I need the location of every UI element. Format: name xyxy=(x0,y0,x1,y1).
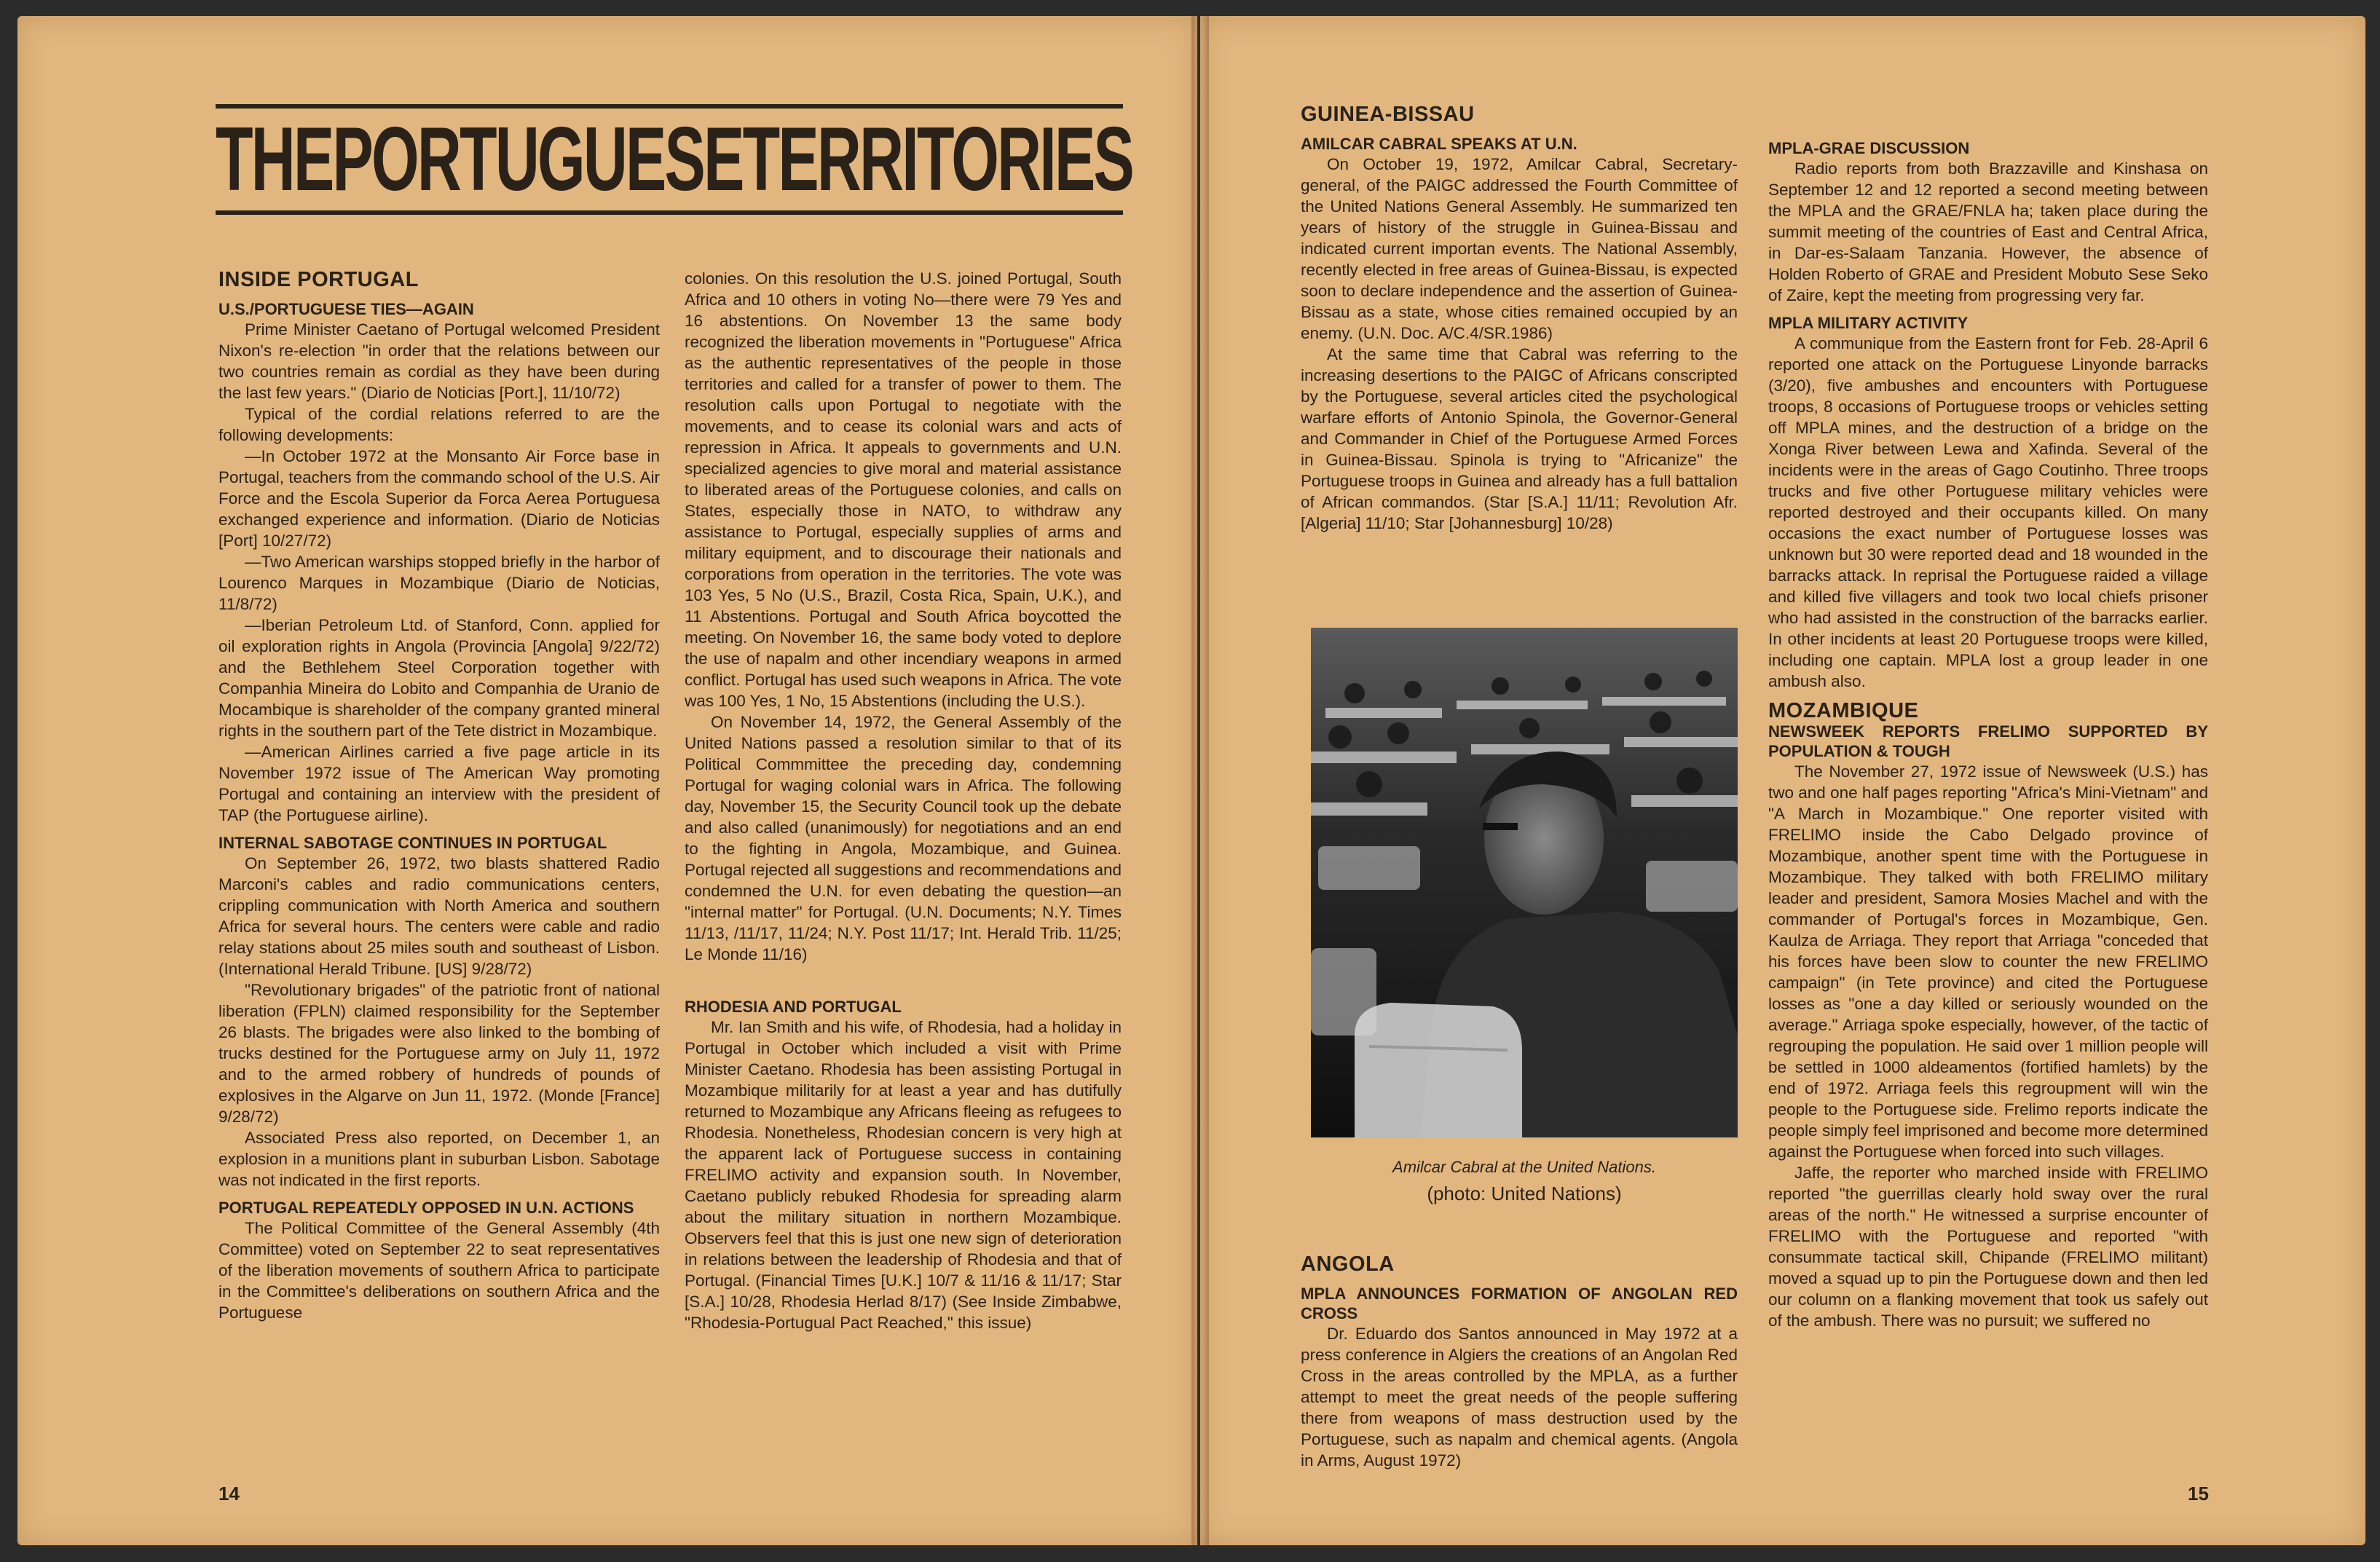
paragraph: Associated Press also reported, on December 1, an explosion in a munitions plant in suburban Lisbon. Sabotage was not indicated in the first reports. xyxy=(218,1129,660,1189)
paragraph: "Revolutionary brigades" of the patriotic front of national liberation (FPLN) claimed responsibility for the September 26 blasts. The brigades were also linked to the bombing of trucks destined for the Portuguese army on July 11, 1972 and to the armed robbery of hundreds of pounds of explosives in the Algarve on Jun 11, 1972. (Monde [France] 9/28/72) xyxy=(218,981,660,1126)
page-gutter xyxy=(1191,16,1209,1545)
caption-text: Amilcar Cabral at the United Nations. xyxy=(1392,1158,1656,1176)
title-word-1: THE xyxy=(216,109,333,210)
paragraph: colonies. On this resolution the U.S. joined Portugal, South Africa and 10 others in voting No—there were 79 Yes and 16 abstentions. On November 13 the same body recognized the liberation movements in "Portuguese" Africa as the authentic representatives of the people in those territories and called for a transfer of power to them. The resolution calls upon Portugal to negotiate with the movements, and to cease its colonial wars and acts of repression in Africa. It appeals to governments and U.N. specialized agencies to give moral and material assistance to liberated areas of the Portuguese colonies, and calls on States, especially those in NATO, to withdraw any assistance to Portugal, especially supplies of arms and military equipment, and to discourage their nationals and corporations from operation in the territories. The vote was 103 Yes, 5 No (U.S., Brazil, Costa Rica, Spain, U.K.), and 11 Abstentions. Portugal and South Africa boycotted the meeting. On November 16, the same body voted to deplore the use of napalm and other incendiary weapons in armed conflict. Portugal has used such weapons in Africa. The vote was 100 Yes, 1 No, 15 Abstentions (including the U.S.). xyxy=(685,269,1122,710)
paragraph: The Political Committee of the General Assembly (4th Committee) voted on September 22 to seat representatives of the liberation movements of southern Africa to participate in the Committee's deliberations on southern Africa and the Portuguese xyxy=(218,1219,660,1322)
paragraph: Prime Minister Caetano of Portugal welcomed President Nixon's re-election "in order that the relations between our two countries remain as cordial as they have been during the last few years." (Diario de Noticias [Port.], 11/10/72) xyxy=(218,320,660,402)
column-1 xyxy=(218,269,660,1323)
photo-caption xyxy=(1311,1156,1738,1204)
paragraph: The November 27, 1972 issue of Newsweek (U.S.) has two and one half pages reporting "Africa's Mini-Vietnam" and "A March in Mozambique." One reporter visited with FRELIMO inside the Cabo Delgado province of Mozambique, another spent time with the Portuguese in Mozambique. They talked with both FRELIMO military leader and president, Samora Mosies Machel and with the commander of Portugal's forces in Mozambique, Gen. Kaulza de Arriaga. They report that Arriaga "conceded that his forces have been slow to counter the new FRELIMO campaign" (in Tete province) and cited the Portuguese losses as "one a day killed or seriously wounded on the average." Arriaga spoke especially, however, of the tactic of regrouping the population. He said over 1 million people will be settled in 1000 aldeamentos (fortified hamlets) by the end of 1972. Arriaga feels this regroupment will win the people to the Portuguese side. Frelimo reports indicate the people simply feel imprisoned and become more determined against the Portuguese when forced into such villages. xyxy=(1768,762,2208,1161)
paragraph: —In October 1972 at the Monsanto Air Force base in Portugal, teachers from the commando school of the U.S. Air Force and the Escola Superior da Forca Aerea Portuguesa exchanged experience and information. (Diario de Noticias [Port] 10/27/72) xyxy=(218,447,660,550)
paragraph: —American Airlines carried a five page article in its November 1972 issue of The American Way promoting Portugal and containing an interview with the president of TAP (the Portuguese airline). xyxy=(218,743,660,824)
column-3 xyxy=(1301,104,1738,534)
column-3-angola xyxy=(1301,1254,1738,1471)
paragraph: Mr. Ian Smith and his wife, of Rhodesia, had a holiday in Portugal in October which included a visit with Prime Minister Caetano. Rhodesia has been assisting Portugal in Mozambique militarily for at least a year and has dutifully returned to Mozambique any Africans fleeing as refugees to Rhodesia. Nonetheless, Rhodesian concern is very high at the apparent lack of Portuguese success in containing FRELIMO activity and expansion south. In November, Caetano publicly rebuked Rhodesia for spreading alarm about the military situation in northern Mozambique. Observers feel that this is just one new sign of deterioration in relations between the leadership of Rhodesia and that of Portugal. (Financial Times [U.K.] 10/7 & 11/16 & 11/17; Star [S.A.] 10/28, Rhodesia Herlad 8/17) (See Inside Zimbabwe, "Rhodesia-Portugual Pact Reached," this issue) xyxy=(685,1018,1122,1332)
paragraph: On October 19, 1972, Amilcar Cabral, Secretary-general, of the PAIGC addressed the Fourth Committee of the United Nations General Assembly. He summarized ten years of history of the struggle in Guinea-Bissau and indicated current importan events. The National Assembly, recently elected in free areas of Guinea-Bissau, is expected soon to declare independence and the assertion of Guinea-Bissau as a state, whose cities remained occupied by an enemy. (U.N. Doc. A/C.4/SR.1986) xyxy=(1301,155,1738,342)
column-4 xyxy=(1768,138,2208,1331)
page-number-left: 14 xyxy=(218,1483,240,1504)
title-word-3: TERRITORIES xyxy=(742,109,1133,210)
paragraph: At the same time that Cabral was referring to the increasing desertions to the PAIGC of Africans conscripted by the Portuguese, several articles cited the psychological warfare efforts of Antonio Spinola, the Governor-General and Commander in Chief of the Portuguese Armed Forces in Guinea-Bissau. Spinola is trying to "Africanize" the Portuguese troops in Guinea and already has a full battalion of African commandos. (Star [S.A.] 11/11; Revolution Afr. [Algeria] 11/10; Star [Johannesburg] 10/28) xyxy=(1301,345,1738,532)
subheading-mpla-grae: MPLA-GRAE DISCUSSION xyxy=(1768,139,1970,157)
paragraph: On November 14, 1972, the General Assembly of the United Nations passed a resolution similar to that of its Political Commmittee the preceding day, condemning Portugal for waging colonial wars in Africa. The following day, November 15, the Security Council took up the debate and also called (unanimously) for negotiations and an end to the fighting in Angola, Mozambique, and Guinea. Portugal rejected all suggestions and recommendations and condemned the U.N. for even debating the question—an "internal matter" for Portugal. (U.N. Documents; N.Y. Times 11/13, /11/17, 11/24; N.Y. Post 11/17; Int. Herald Trib. 11/25; Le Monde 11/16) xyxy=(685,713,1122,963)
subheading-red-cross: MPLA ANNOUNCES FORMATION OF ANGOLAN RED CROSS xyxy=(1301,1285,1738,1322)
subheading-mpla-military: MPLA MILITARY ACTIVITY xyxy=(1768,314,1969,332)
paragraph: A communique from the Eastern front for Feb. 28-April 6 reported one attack on the Portuguese Linyonde barracks (3/20), five ambushes and encounters with Portuguese troops, 8 occasions of Portuguese troops or vehicles setting off MPLA mines, and the destruction of a bridge on the Xonga River between Lewa and Xafinda. Several of the incidents were in the areas of Gago Coutinho. Three troops trucks and five other Portuguese military vehicles were reported destroyed and their occupants killed. On many occasions the exact number of Portuguese losses was unknown but 30 were reported dead and 18 wounded in the barracks attack. In reprisal the Portuguese raided a village and killed five villagers and took two local chiefs prisoner who had assisted in the construction of the barracks earlier. In other incidents at least 20 Portuguese troops were killed, including one captain. MPLA lost a group leader in one ambush also. xyxy=(1768,334,2208,690)
title-rule-bottom xyxy=(216,210,1123,215)
subheading-cabral: AMILCAR CABRAL SPEAKS AT U.N. xyxy=(1301,135,1577,153)
column-2 xyxy=(685,268,1122,1333)
section-heading-inside-portugal: INSIDE PORTUGAL xyxy=(218,268,419,291)
subheading-rhodesia: RHODESIA AND PORTUGAL xyxy=(685,998,902,1016)
photo-image xyxy=(1311,628,1738,1137)
paragraph: Dr. Eduardo dos Santos announced in May 1972 at a press conference in Algiers the creations of an Angolan Red Cross in the areas controlled by the MPLA, as a further attempt to meet the great needs of the people suffering there from weapons of mass destruction used by the Portuguese, such as napalm and chemical agents. (Angola in Arms, August 1972) xyxy=(1301,1325,1738,1470)
section-heading-mozambique: MOZAMBIQUE xyxy=(1768,699,1919,722)
paragraph: Jaffe, the reporter who marched inside with FRELIMO reported "the guerrillas clearly hold sway over the rural areas of the north." He witnessed a surprise encounter of FRELIMO with the Portuguese and reported "with consummate tactical skill, Chipande (FRELIMO militant) moved a squad up to pin the Portuguese down and then led our column on a flanking movement that took us safely out of the ambush. There was no pursuit; we suffered no xyxy=(1768,1164,2208,1330)
subheading-ties: U.S./PORTUGUESE TIES—AGAIN xyxy=(218,300,474,318)
subheading-sabotage: INTERNAL SABOTAGE CONTINUES IN PORTUGAL xyxy=(218,834,607,852)
page-title xyxy=(216,104,1133,215)
page-number-right: 15 xyxy=(2188,1483,2209,1504)
section-heading-angola: ANGOLA xyxy=(1301,1253,1395,1276)
paragraph: —Iberian Petroleum Ltd. of Stanford, Conn. applied for oil exploration rights in Angola (Provincia [Angola] 9/22/72) and the Bethlehem Steel Corporation together with Companhia Mineira do Lobito and Companhia de Uranio de Mocambique is shareholder of the company granted mineral rights in the southern part of the Tete district in Mozambique. xyxy=(218,616,660,740)
paragraph: Typical of the cordial relations referred to are the following developments: xyxy=(218,405,660,444)
paragraph: Radio reports from both Brazzaville and Kinshasa on September 12 and 12 reported a second meeting between the MPLA and the GRAE/FNLA ha; taken place during the summit meeting of the countries of East and Central Africa, in Dar-es-Salaam Tanzania. However, the absence of Holden Roberto of GRAE and President Mobuto Sese Seko of Zaire, kept the meeting from progressing very far. xyxy=(1768,159,2208,304)
paragraph: —Two American warships stopped briefly in the harbor of Lourenco Marques in Mozambique (Diario de Noticias, 11/8/72) xyxy=(218,553,660,613)
paragraph: On September 26, 1972, two blasts shattered Radio Marconi's cables and radio communications centers, crippling communication with North America and southern Africa for several hours. The centers were cable and radio relay stations about 25 miles south and southeast of Lisbon. (International Herald Tribune. [US] 9/28/72) xyxy=(218,854,660,978)
photo-cabral-at-un xyxy=(1311,628,1738,1137)
title-word-2: PORTUGUESE xyxy=(332,109,743,210)
section-heading-guinea-bissau: GUINEA-BISSAU xyxy=(1301,103,1475,126)
subheading-un-actions: PORTUGAL REPEATEDLY OPPOSED IN U.N. ACTIONS xyxy=(218,1199,634,1217)
subheading-newsweek: NEWSWEEK REPORTS FRELIMO SUPPORTED BY POPULATION & TOUGH xyxy=(1768,722,2208,760)
photo-credit: (photo: United Nations) xyxy=(1427,1183,1622,1204)
